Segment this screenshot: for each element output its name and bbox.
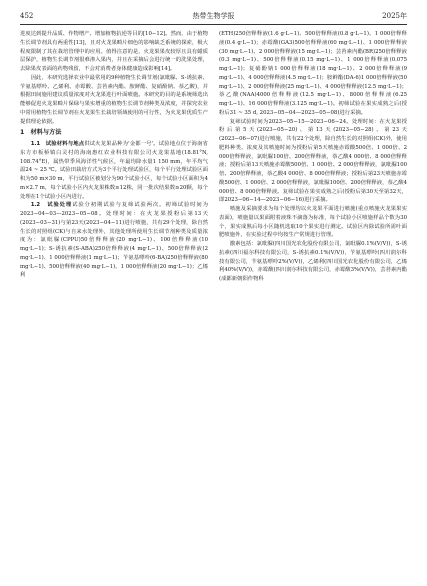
right-column	[219, 30, 407, 284]
publication-year: 2025年	[382, 12, 407, 20]
intro-paragraph-end: 进度达到提升品质、作物增产、增加植物抗逆等目的[10−12]。然而，由于植物生长调节剂具有两重性[13]，且对火龙果畸片细色的影响缺乏系统的探索，极大程度限制了其在栽培管理中的应用。值得注意的是，火龙果果皮较厚且具有蜡质层保护，植物生长调节剂很难渗入果内，并且在采摘后会进行统一的洗果处理，去除果皮表面的药物残留，不会对消费者身体健康造成影响[14]。	[20, 31, 208, 72]
hormone-sources-paragraph: 激素包括：氯吡脲(四川国光农化股份有限公司，氯吡脲0.1%(V/V))，S-诱抗素(四川福尔科技有限公司，S-诱抗素0.1%(V/V))，苄氨基嘌呤(四川润尔科技有限公司，苄氨基嘌呤2%(V/V))，乙烯利(四川国光农化股份有限公司，乙烯利40%(V/V))，赤霉酸(四川润尔科技有限公司，赤霉酸3%(V/V))，芸苔素内酯(成都新朝阳作物科	[219, 241, 407, 282]
journal-title: 热带生物学报	[192, 12, 235, 20]
subsection-1-2-text: 试验分初期试验与复筛试验两次。初筛试验时间为2023−04−03—2023−05−08。处理时间：在火龙果授粉后第13天(2023−03−31)与第23天(2023−04−11)进行喷施，共有29个处理，除自然生长的对照组(CK)与自来水处理外，其他处理所使用生长调节剂种类及质量浓度为：氯吡脲(CPPU)50倍释释液(20 mg·L−1)、100倍释释液(10 mg·L−1)；S-诱抗素(S-ABA)250倍释释液(4 mg·L−1)、500倍释释液(2 mg·L−1)、1 000倍释释液(1 mg·L−1)；苄氨基嘌呤(6-BA)250倍释释液(80 mg·L−1)、500倍释释液(40 mg·L−1)、1 000倍释释液(20 mg·L−1)；乙烯利	[20, 202, 208, 279]
study-aim-paragraph: 因此，本研究选择农业中最常用的9种植物生长调节剂(氯吡脲、S-诱抗素、苄氨基嘌呤、乙烯利、赤霉酸、芸苔素内酯、胺鲜酯、复硝酚钠、萘乙酸)，并根据田间施用建议质量浓度对火龙果进行叶面喷施。本研究的目的是系统筛选出能够促进火龙果畸片保绿与果实增重的植物生长调节剂种类及浓度，并探究农业中常用植物生长调节剂在火龙果生长栽培领域使用的可行性，为火龙果优质生产提供理论依据。	[20, 74, 208, 125]
rescreen-paragraph: 复筛试验时间为2023−05−15—2023−06−24。处理时间：在火龙果授粉后第5天(2023−05−20)、第13天(2023−05−28)、第23天(2023−06−07)进行喷施，共有22个处理，除自然生长的对照组(CK)外，使用肥料种类、浓度及其喷施时间为授粉后第5天喷施赤霉酸500倍、1 000倍、2 000倍释释液，氯吡脲100倍、200倍释释液，萘乙酸4 000倍、8 000倍释释液；授粉后第13天喷施赤霉酸500倍、1 000倍、2 000倍释释液，氯吡脲100倍、200倍释释液，萘乙酸4 000倍、8 000倍释释液；授粉后第23天喷施赤霉酸500倍、1 000倍、2 000倍释释液，氯吡脲100倍、200倍释释液，萘乙酸4 000倍、8 000倍释释液。复筛试验在果实成熟之后(授粉后第30天至第32天，即2023−06−14—2023−06−16)进行采摘。	[219, 118, 407, 204]
section-heading-materials-methods: 1 材料与方法	[20, 129, 62, 137]
subsection-1-1-title: 1.1 试验材料与地点	[30, 141, 85, 147]
treatment-list-continued: (ETH)250倍释释液(1.6 g·L−1)、500倍释释液(0.8 g·L−1)、1 000倍释释液(0.4 g·L−1)；赤霉酸(GA3)500倍释释液(60 mg·L−1)、1 000倍释释液(30 mg·L−1)、2 000倍释释液(15 mg·L−1)；芸苔素内酯(BR)250倍释释液(0.3 mg·L−1)、500倍释释液(0.15 mg·L−1)、1 000倍释释液(0.075 mg·L−1)；复硝酚钠1 000倍释释液(18 mg·L−1)、2 000倍释释液(9 mg·L−1)、4 000倍释释液(4.5 mg·L−1)；胺鲜酯(DA-6)1 000倍释释液(50 mg·L−1)、2 000倍释释液(25 mg·L−1)、4 000倍释释液(12.5 mg·L−1)；萘乙酸(NAA)4000倍释释液(12.5 mg·L−1)、8000倍释释液(6.25 mg·L−1)、16 000倍释释液(3.125 mg·L−1)。初筛试验在果实成熟之后(授粉后31 ~ 35 d, 2023−05−04—2023−05−08)进行采摘。	[219, 31, 407, 116]
page-number: 452	[20, 12, 34, 20]
left-column	[20, 30, 208, 280]
subsection-1-2	[20, 201, 208, 280]
subsection-1-1-text: 供试火龙果品种为'金都一号'。试验地点位于海南省东方市板桥镇白灵村的海南惠红农业科技有限公司火龙果基地(18.81°N, 108.74°E)，属热带季风海洋性气候区，年最均降水量1 150 mm，年平均气温24 ~ 25 ℃。试验田栽培方式为3个平行处理试验区，每个平行处理试验区面积为50 m×30 m，平行试验区被划分为90个试验小区，每个试验小区面积为4 m×2.7 m，每个试验小区内火龙果株数≥12株，同一批次结果数≥20颗，每个处理在1个试验小区内进行。	[20, 141, 209, 200]
spraying-requirements-paragraph: 喷施及采摘要求为每个处理均以火龙果平面进行喷施(重点喷施火龙果果实表面)，喷施量以果面附着液珠不滴落为标准，每个试验小区喷施样品个数为30个，果实成熟后每小区随机选取10个果实进行测定。试验区内除试验所需叶面肥喷施外，在实验过程中均按生产常规进行管理。	[219, 206, 407, 239]
running-header	[20, 10, 407, 25]
subsection-1-1	[20, 140, 208, 201]
subsection-1-2-title: 1.2 试验处理	[30, 202, 73, 209]
